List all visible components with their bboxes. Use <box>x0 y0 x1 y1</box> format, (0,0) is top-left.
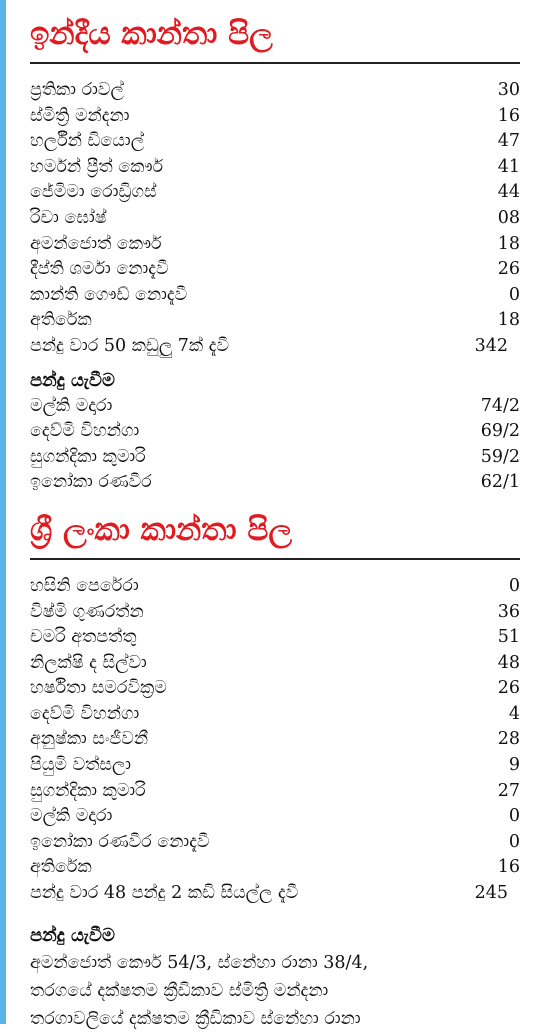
side-accent-bar <box>0 0 6 1024</box>
player-score: 44 <box>497 182 520 203</box>
bowling-row <box>30 394 520 420</box>
bowler-figures: 62/1 <box>480 472 520 493</box>
player-name: මල්කි මදාරා <box>30 806 113 827</box>
player-name: ඉනෝකා රණවීර නොදැවී <box>30 831 210 852</box>
player-name: දෙව්මි විහන්ගා <box>30 703 140 724</box>
player-name: විෂ්මි ගුණරත්න <box>30 601 144 622</box>
total-score: 245 <box>474 883 508 904</box>
player-name: නිලක්ෂි ද සිල්වා <box>30 652 147 673</box>
player-name: හර්ෂිතා සමරවික්‍රම <box>30 678 167 699</box>
player-of-series-note: තරගාවලියේ දක්ෂතම ක්‍රීඩිකාව ස්නේහා රානා <box>30 1008 361 1029</box>
player-name: චමරි අතපත්තු <box>30 627 137 648</box>
batting-row <box>30 855 520 881</box>
player-score: 47 <box>497 131 520 152</box>
total-label: පන්දු වාර 50 කඩුලු 7ක් දැවී <box>30 335 230 356</box>
player-score: 51 <box>497 627 520 648</box>
player-score: 28 <box>497 729 520 750</box>
player-score: 0 <box>508 284 520 305</box>
player-score: 36 <box>497 601 520 622</box>
batting-total-row <box>30 881 520 907</box>
player-score: 27 <box>497 780 520 801</box>
batting-total-row <box>30 334 520 360</box>
player-name: හර්මන් ප්‍රීත් කෞර් <box>30 156 164 177</box>
player-name: ස්මිත්‍රි මන්දනා <box>30 105 130 126</box>
srilanka-batting-list <box>30 574 520 907</box>
india-bowling-list <box>30 394 520 496</box>
batting-row <box>30 257 520 283</box>
bowler-name: දෙව්මි විහන්ගා <box>30 421 140 442</box>
player-name: අනුෂ්කා සංජීවනී <box>30 729 149 750</box>
bowling-row <box>30 445 520 471</box>
batting-row <box>30 651 520 677</box>
batting-row <box>30 702 520 728</box>
bowler-name: මල්කි මදාරා <box>30 395 113 416</box>
player-score: 0 <box>508 575 520 596</box>
batting-row <box>30 232 520 258</box>
batting-row <box>30 625 520 651</box>
india-bowling-heading: පන්දු යැවීම <box>30 369 115 391</box>
batting-row <box>30 129 520 155</box>
player-name: අතිරේක <box>30 857 92 878</box>
player-name: සුගන්දිකා කුමාරි <box>30 780 146 801</box>
player-name: පියුමි වත්සලා <box>30 755 132 776</box>
batting-row <box>30 78 520 104</box>
batting-row <box>30 600 520 626</box>
player-score: 4 <box>508 703 520 724</box>
player-score: 30 <box>497 80 520 100</box>
player-name: රිචා ඝෝෂ් <box>30 207 107 228</box>
player-name: ජේමිමා රොඩ්‍රිගස් <box>30 182 157 203</box>
divider <box>30 62 520 64</box>
india-batting-list <box>30 78 520 360</box>
player-name: අමන්ජොත් කෞර් <box>30 233 162 254</box>
player-score: 18 <box>497 233 520 254</box>
player-name: කාන්ති ගෞඩ් නොදැවී <box>30 284 188 305</box>
srilanka-team-title: ශ්‍රී ලංකා කාන්තා පිල <box>30 511 292 548</box>
batting-row <box>30 804 520 830</box>
batting-row <box>30 830 520 856</box>
player-score: 48 <box>497 652 520 673</box>
bowler-name: සුගන්දිකා කුමාරි <box>30 446 146 467</box>
batting-row <box>30 727 520 753</box>
player-score: 0 <box>508 806 520 827</box>
bowling-row <box>30 470 520 496</box>
batting-row <box>30 104 520 130</box>
bowler-figures: 59/2 <box>480 446 520 467</box>
player-score: 41 <box>497 156 520 177</box>
batting-row <box>30 676 520 702</box>
player-name: දීප්ති ශර්මා නොදැවී <box>30 259 169 280</box>
batting-row <box>30 155 520 181</box>
india-team-title: ඉන්දීය කාන්තා පිල <box>30 16 273 52</box>
player-of-match-note: තරගයේ දක්ෂතම ක්‍රීඩිකාව ස්මිත්‍රි මන්දනා <box>30 980 329 1001</box>
player-name: අතිරේක <box>30 310 92 331</box>
player-score: 9 <box>508 755 520 776</box>
srilanka-bowling-heading: පන්දු යැවීම <box>30 924 115 946</box>
batting-row <box>30 779 520 805</box>
bowler-figures: 74/2 <box>480 395 520 416</box>
player-name: ප්‍රතිකා රාවල් <box>30 80 124 100</box>
total-score: 342 <box>474 335 508 356</box>
batting-row <box>30 206 520 232</box>
player-score: 0 <box>508 831 520 852</box>
player-score: 26 <box>497 678 520 699</box>
player-score: 26 <box>497 259 520 280</box>
bowler-name: ඉනෝකා රණවීර <box>30 472 152 493</box>
divider <box>30 558 520 560</box>
bowler-figures: 69/2 <box>480 421 520 442</box>
srilanka-notes <box>30 949 520 1033</box>
batting-row <box>30 753 520 779</box>
batting-row <box>30 308 520 334</box>
player-score: 18 <box>497 310 520 331</box>
player-score: 16 <box>497 857 520 878</box>
bowling-row <box>30 419 520 445</box>
player-name: හසිනි පෙරේරා <box>30 575 139 596</box>
batting-row <box>30 180 520 206</box>
bowling-note: අමන්ජොත් කෞර් 54/3, ස්නේහා රානා 38/4, <box>30 952 369 973</box>
total-label: පන්දු වාර 48 පන්දු 2 කඩි සියල්ල දැවී <box>30 883 299 904</box>
player-name: හර්ලීන් ඩියොල් <box>30 131 145 152</box>
player-score: 16 <box>497 105 520 126</box>
batting-row <box>30 574 520 600</box>
batting-row <box>30 283 520 309</box>
player-score: 08 <box>497 207 520 228</box>
scorecard <box>30 0 520 1033</box>
